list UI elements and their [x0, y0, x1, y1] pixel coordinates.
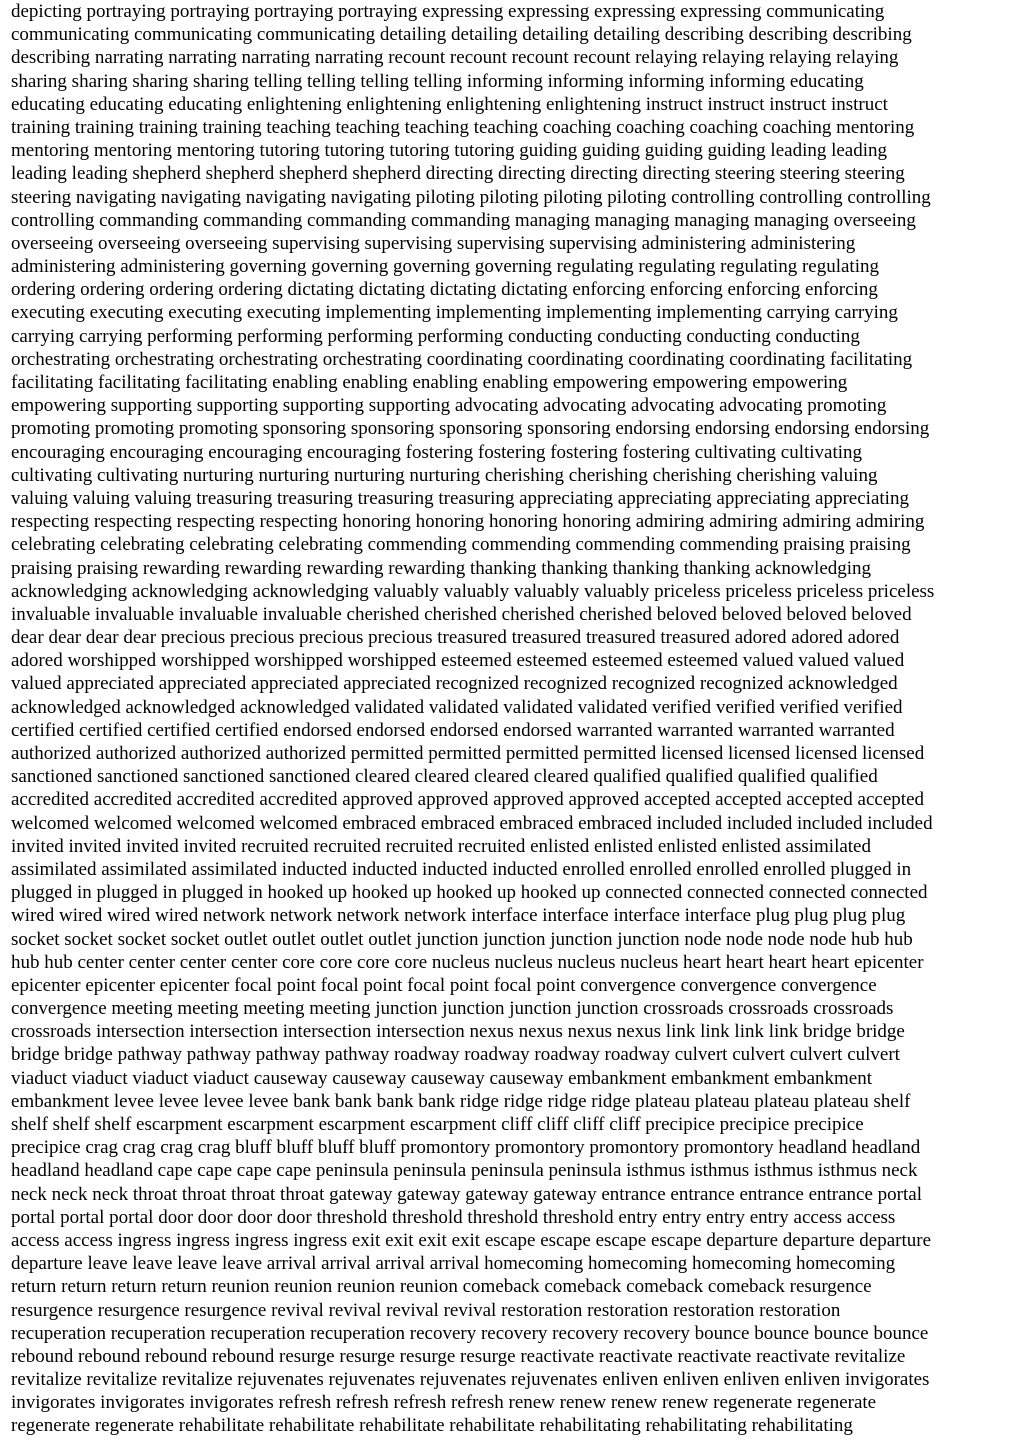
text-line: empowering supporting supporting supporting supporting advocating advocating advocating advocating promoting	[11, 395, 887, 417]
text-line: training training training training teaching teaching teaching teaching coaching coaching coaching coaching mentoring	[11, 116, 915, 138]
text-line: embankment levee levee levee levee bank bank bank bank ridge ridge ridge ridge plateau plateau plateau plateau shelf	[11, 1090, 911, 1112]
text-line: acknowledging acknowledging acknowledging valuably valuably valuably valuably priceless priceless priceless priceless	[11, 580, 935, 602]
text-line: recuperation recuperation recuperation recuperation recovery recovery recovery recovery bounce bounce bounce bounce	[11, 1322, 929, 1344]
text-line: celebrating celebrating celebrating celebrating commending commending commending commending praising praising	[11, 534, 911, 556]
text-line: valued appreciated appreciated appreciated appreciated recognized recognized recognized recognized acknowledged	[11, 673, 898, 695]
text-line: respecting respecting respecting respecting honoring honoring honoring honoring admiring admiring admiring admiring	[11, 511, 925, 533]
text-line: leading leading shepherd shepherd shepherd shepherd directing directing directing directing steering steering steering	[11, 163, 905, 185]
text-line: executing executing executing executing implementing implementing implementing implementing carrying carrying	[11, 302, 898, 324]
text-line: encouraging encouraging encouraging encouraging fostering fostering fostering fostering cultivating cultivating	[11, 441, 863, 463]
text-line: controlling commanding commanding commanding commanding managing managing managing managing overseeing	[11, 209, 916, 231]
text-line: precipice crag crag crag crag bluff bluff bluff bluff promontory promontory promontory promontory headland headland	[11, 1137, 921, 1159]
text-line: describing narrating narrating narrating narrating recount recount recount recount relaying relaying relaying relaying	[11, 47, 899, 69]
text-line: rebound rebound rebound rebound resurge resurge resurge resurge reactivate reactivate reactivate reactivate revitalize	[11, 1345, 906, 1367]
text-line: sharing sharing sharing sharing telling telling telling telling informing informing informing informing educating	[11, 70, 864, 92]
text-line: departure leave leave leave leave arrival arrival arrival arrival homecoming homecoming homecoming homecoming	[11, 1253, 896, 1275]
text-line: carrying carrying performing performing performing performing conducting conducting conducting conducting	[11, 325, 860, 347]
text-line: invited invited invited invited recruited recruited recruited recruited enlisted enlisted enlisted enlisted assimilated	[11, 835, 871, 857]
text-line: dear dear dear dear precious precious precious precious treasured treasured treasured treasured adored adored adored	[11, 627, 900, 649]
text-line: welcomed welcomed welcomed welcomed embraced embraced embraced embraced included included included included	[11, 812, 933, 834]
text-line: portal portal portal door door door door threshold threshold threshold threshold entry entry entry entry access access	[11, 1206, 896, 1228]
text-line: revitalize revitalize revitalize rejuvenates rejuvenates rejuvenates rejuvenates enliven enliven enliven enliven invigorates	[11, 1369, 930, 1391]
text-line: return return return return reunion reunion reunion reunion comeback comeback comeback comeback resurgence	[11, 1276, 872, 1298]
text-line: facilitating facilitating facilitating enabling enabling enabling enabling empowering empowering empowering	[11, 372, 848, 393]
text-line: invigorates invigorates invigorates refresh refresh refresh refresh renew renew renew renew regenerate regenerate	[11, 1392, 877, 1414]
text-line: access access ingress ingress ingress ingress exit exit exit exit escape escape escape escape departure departure departure	[11, 1229, 932, 1251]
text-line: shelf shelf shelf escarpment escarpment escarpment escarpment cliff cliff cliff cliff precipice precipice precipice	[11, 1114, 864, 1135]
text-line: overseeing overseeing overseeing supervising supervising supervising supervising administering administering	[11, 232, 856, 254]
text-line: headland headland cape cape cape cape peninsula peninsula peninsula peninsula isthmus isthmus isthmus isthmus neck	[11, 1160, 918, 1182]
text-line: depicting portraying portraying portraying portraying expressing expressing expressing expressing communicating	[11, 1, 885, 22]
text-line: sanctioned sanctioned sanctioned sanctioned cleared cleared cleared cleared qualified qualified qualified qualified	[11, 766, 878, 788]
text-line: valuing valuing valuing treasuring treasuring treasuring treasuring appreciating appreciating appreciating appreciating	[11, 487, 909, 509]
document-page	[11, 0, 1024, 1438]
text-line: steering navigating navigating navigating navigating piloting piloting piloting piloting controlling controlling controlling	[11, 186, 931, 208]
text-line: bridge bridge pathway pathway pathway pathway roadway roadway roadway roadway culvert culvert culvert culvert	[11, 1044, 900, 1066]
text-line: educating educating educating enlightening enlightening enlightening enlightening instruct instruct instruct instruct	[11, 93, 888, 115]
text-line: adored worshipped worshipped worshipped worshipped esteemed esteemed esteemed esteemed valued valued valued	[11, 650, 905, 672]
text-line: mentoring mentoring mentoring tutoring tutoring tutoring tutoring guiding guiding guiding guiding leading leading	[11, 140, 888, 162]
text-line: certified certified certified certified endorsed endorsed endorsed endorsed warranted warranted warranted warranted	[11, 719, 895, 741]
text-line: promoting promoting promoting sponsoring sponsoring sponsoring sponsoring endorsing endorsing endorsing endorsing	[11, 418, 930, 440]
text-line: invaluable invaluable invaluable invaluable cherished cherished cherished cherished beloved beloved beloved beloved	[11, 603, 912, 625]
text-line: administering administering governing governing governing governing regulating regulating regulating regulating	[11, 256, 879, 278]
text-line: ordering ordering ordering ordering dictating dictating dictating dictating enforcing enforcing enforcing enforcing	[11, 279, 878, 301]
text-line: assimilated assimilated assimilated inducted inducted inducted inducted enrolled enrolled enrolled enrolled plugged in	[11, 858, 912, 880]
text-line: regenerate regenerate rehabilitate rehabilitate rehabilitate rehabilitate rehabilitating rehabilitating rehabilitating	[11, 1415, 853, 1437]
text-line: viaduct viaduct viaduct viaduct causeway causeway causeway causeway embankment embankment embankment	[11, 1067, 872, 1089]
text-line: communicating communicating communicating detailing detailing detailing detailing describing describing describing	[11, 24, 912, 46]
text-line: convergence meeting meeting meeting meeting junction junction junction junction crossroads crossroads crossroads	[11, 998, 894, 1020]
text-line: neck neck neck throat throat throat throat gateway gateway gateway gateway entrance entrance entrance entrance portal	[11, 1183, 922, 1205]
text-line: crossroads intersection intersection intersection intersection nexus nexus nexus nexus link link link link bridge bridge	[11, 1021, 905, 1043]
text-line: praising praising rewarding rewarding rewarding rewarding thanking thanking thanking thanking acknowledging	[11, 557, 872, 579]
text-line: hub hub center center center center core core core core nucleus nucleus nucleus nucleus heart heart heart heart epicenter	[11, 951, 924, 973]
text-line: resurgence resurgence resurgence revival revival revival revival restoration restoration restoration restoration	[11, 1299, 841, 1321]
text-line: plugged in plugged in plugged in hooked up hooked up hooked up hooked up connected connected connected connected	[11, 882, 928, 904]
text-line: accredited accredited accredited accredited approved approved approved approved accepted accepted accepted accepted	[11, 789, 925, 811]
text-line: acknowledged acknowledged acknowledged validated validated validated validated verified verified verified verified	[11, 696, 903, 718]
text-line: wired wired wired wired network network network network interface interface interface interface plug plug plug plug	[11, 905, 906, 927]
text-line: orchestrating orchestrating orchestrating orchestrating coordinating coordinating coordinating coordinating facilitating	[11, 348, 913, 370]
text-line: socket socket socket socket outlet outlet outlet outlet junction junction junction junction node node node node hub hub	[11, 928, 913, 950]
text-line: epicenter epicenter epicenter focal point focal point focal point focal point convergence convergence convergence	[11, 974, 877, 996]
text-line: cultivating cultivating nurturing nurturing nurturing nurturing cherishing cherishing cherishing cherishing valuing	[11, 464, 878, 486]
text-line: authorized authorized authorized authorized permitted permitted permitted permitted licensed licensed licensed licensed	[11, 743, 925, 764]
